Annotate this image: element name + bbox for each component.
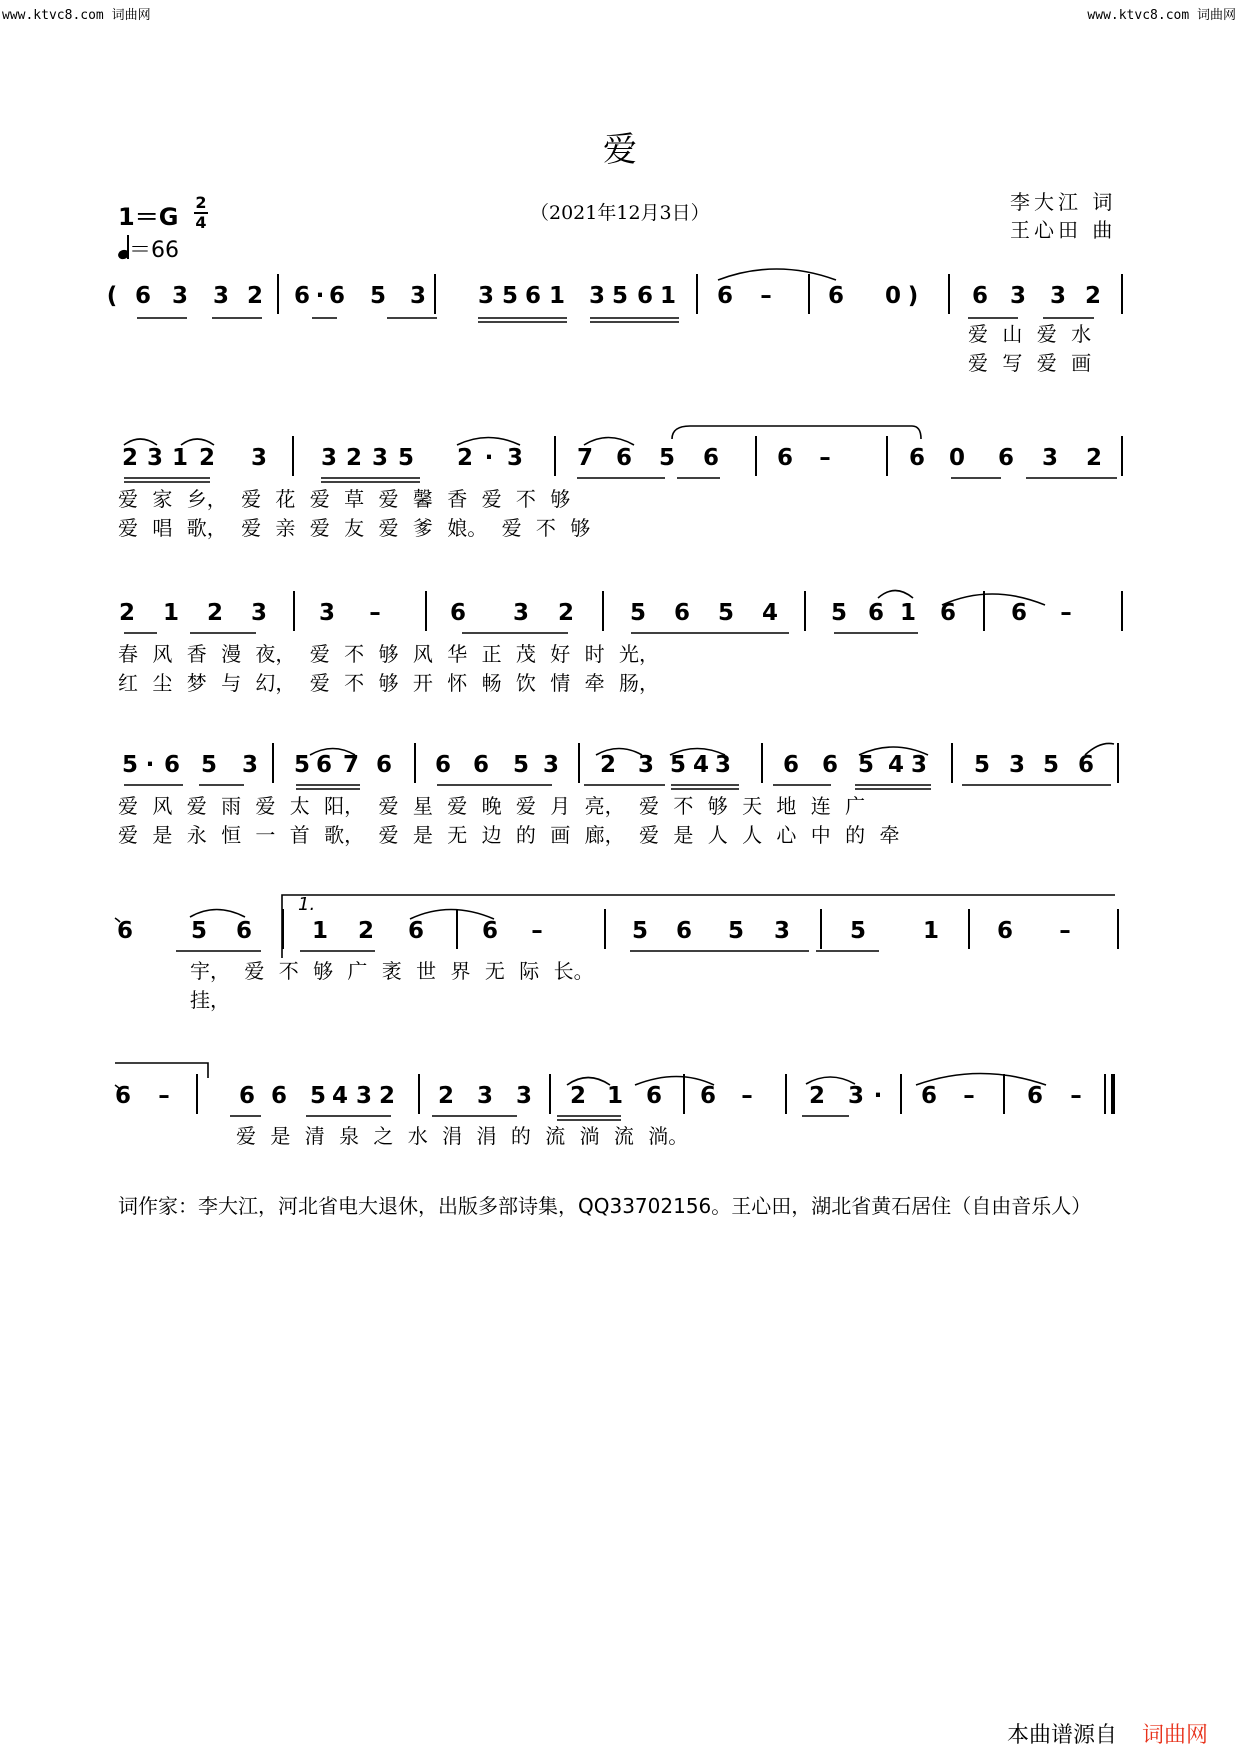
note: 5 <box>658 445 675 471</box>
lyrics-line: 挂， <box>190 988 230 1012</box>
note: 2 <box>118 600 135 626</box>
note: 1 <box>922 918 939 944</box>
barline <box>900 1074 902 1114</box>
barline <box>293 591 295 631</box>
barline <box>968 909 970 949</box>
lyrics-line: 爱 写 爱 画 <box>968 351 1092 375</box>
note: 3 <box>320 445 337 471</box>
dash-sustain: – <box>1059 918 1071 944</box>
note: 3 <box>1008 752 1025 778</box>
note: 6 <box>636 283 653 309</box>
lyrics-line: 爱 是 永 恒 一 首 歌， 爱 是 无 边 的 画 廊， 爱 是 人 人 心 中 的 牵 <box>118 823 900 847</box>
note: 1 <box>548 283 565 309</box>
note: 0 <box>948 445 965 471</box>
note: 1 <box>171 445 188 471</box>
note: 3 <box>1049 283 1066 309</box>
note: 3 <box>318 600 335 626</box>
barline <box>1117 743 1119 783</box>
note: 6 <box>1077 752 1094 778</box>
note: 5 <box>631 918 648 944</box>
dot-extension: · <box>873 1083 883 1109</box>
barline <box>292 436 294 476</box>
note: 4 <box>692 752 709 778</box>
note: 5 <box>369 283 386 309</box>
lyrics-line: 爱 风 爱 雨 爱 太 阳， 爱 星 爱 晚 爱 月 亮， 爱 不 够 天 地 连 广 <box>118 794 866 818</box>
dot-extension: · <box>315 283 325 309</box>
note: 6 <box>908 445 925 471</box>
note: 5 <box>727 918 744 944</box>
barline <box>554 436 556 476</box>
note: 2 <box>456 445 473 471</box>
barline <box>277 274 279 314</box>
barline <box>683 1074 685 1114</box>
barline <box>804 591 806 631</box>
lyricist-credit: 李大江 词 <box>1010 190 1117 214</box>
note: 5 <box>397 445 414 471</box>
header-left: www.ktvc8.com 词曲网 <box>2 8 151 23</box>
note: 6 <box>235 918 252 944</box>
dash-sustain: – <box>741 1083 753 1109</box>
note: 2 <box>1084 283 1101 309</box>
note: 5 <box>200 752 217 778</box>
barline <box>196 1074 198 1114</box>
barline <box>434 274 436 314</box>
barline <box>948 274 950 314</box>
note: 5 <box>309 1083 326 1109</box>
note: 3 <box>146 445 163 471</box>
barline <box>808 274 810 314</box>
note: 2 <box>808 1083 825 1109</box>
barline <box>755 436 757 476</box>
note: 6 <box>716 283 733 309</box>
note: 3 <box>476 1083 493 1109</box>
barline <box>886 436 888 476</box>
note: 3 <box>542 752 559 778</box>
note: 2 <box>569 1083 586 1109</box>
note: 5 <box>512 752 529 778</box>
note: 3 <box>250 600 267 626</box>
note: 3 <box>212 283 229 309</box>
dash-sustain: – <box>158 1083 170 1109</box>
note: 6 <box>315 752 332 778</box>
lyrics-line: 红 尘 梦 与 幻， 爱 不 够 开 怀 畅 饮 情 牵 肠， <box>118 671 660 695</box>
note: 6 <box>699 1083 716 1109</box>
barline <box>549 1074 551 1114</box>
note: 2 <box>246 283 263 309</box>
note: 6 <box>238 1083 255 1109</box>
dash-sustain: – <box>1070 1083 1082 1109</box>
note: 6 <box>776 445 793 471</box>
note: 3 <box>588 283 605 309</box>
note: 2 <box>357 918 374 944</box>
note: 5 <box>190 918 207 944</box>
note: 4 <box>331 1083 348 1109</box>
composition-date: （2021年12月3日） <box>530 202 710 224</box>
note: 3 <box>171 283 188 309</box>
note: 4 <box>887 752 904 778</box>
note: 3 <box>714 752 731 778</box>
note: 0 <box>884 283 901 309</box>
note: 3 <box>250 445 267 471</box>
barline <box>1121 436 1123 476</box>
note: 7 <box>342 752 359 778</box>
dash-sustain: – <box>1060 600 1072 626</box>
note: 2 <box>599 752 616 778</box>
note: 3 <box>1041 445 1058 471</box>
note: 3 <box>371 445 388 471</box>
barline <box>785 1074 787 1114</box>
dash-sustain: – <box>819 445 831 471</box>
note: 3 <box>409 283 426 309</box>
note: 6 <box>920 1083 937 1109</box>
note: 2 <box>437 1083 454 1109</box>
barline <box>456 909 458 949</box>
barline <box>951 743 953 783</box>
note: 6 <box>116 918 133 944</box>
parenthesis: ) <box>907 283 919 309</box>
page-title: 爱 <box>603 130 637 170</box>
note: 6 <box>615 445 632 471</box>
lyrics-line: 爱 唱 歌， 爱 亲 爱 友 爱 爹 娘。 爱 不 够 <box>118 516 591 540</box>
barline <box>272 743 274 783</box>
barline <box>418 1074 420 1114</box>
note: 1 <box>162 600 179 626</box>
note: 6 <box>673 600 690 626</box>
note: 6 <box>1026 1083 1043 1109</box>
dash-sustain: – <box>760 283 772 309</box>
note: 6 <box>971 283 988 309</box>
note: 5 <box>830 600 847 626</box>
note: 6 <box>407 918 424 944</box>
time-signature-bottom: 4 <box>195 213 207 232</box>
note: 6 <box>270 1083 287 1109</box>
note: 3 <box>1009 283 1026 309</box>
lyrics-line: 爱 是 清 泉 之 水 涓 涓 的 流 淌 流 淌。 <box>236 1124 689 1148</box>
dash-sustain: – <box>369 600 381 626</box>
volta-label: 1. <box>298 894 316 915</box>
header-right: www.ktvc8.com 词曲网 <box>1087 8 1236 23</box>
note: 6 <box>434 752 451 778</box>
note: 2 <box>121 445 138 471</box>
note: 2 <box>557 600 574 626</box>
dash-sustain: – <box>531 918 543 944</box>
note: 5 <box>629 600 646 626</box>
note: 5 <box>293 752 310 778</box>
note: 6 <box>163 752 180 778</box>
source-site-link[interactable]: 词曲网 <box>1142 1723 1209 1748</box>
note: 6 <box>645 1083 662 1109</box>
note: 6 <box>114 1083 131 1109</box>
barline <box>1003 1074 1005 1114</box>
tempo-value: ＝66 <box>129 238 179 263</box>
time-signature-top: 2 <box>195 193 207 212</box>
note: 5 <box>669 752 686 778</box>
note: 3 <box>847 1083 864 1109</box>
note: 3 <box>241 752 258 778</box>
lyrics-line: 宇， 爱 不 够 广 袤 世 界 无 际 长。 <box>190 959 594 983</box>
note: 5 <box>857 752 874 778</box>
note: 6 <box>472 752 489 778</box>
barline <box>1111 1074 1115 1114</box>
note: 6 <box>675 918 692 944</box>
key-signature: 1＝G <box>118 203 179 231</box>
note: 3 <box>910 752 927 778</box>
barline <box>761 743 763 783</box>
note: 7 <box>576 445 593 471</box>
note: 6 <box>449 600 466 626</box>
lyrics-line: 爱 山 爱 水 <box>968 322 1092 346</box>
note: 6 <box>375 752 392 778</box>
note: 6 <box>996 918 1013 944</box>
lyrics-line: 爱 家 乡， 爱 花 爱 草 爱 馨 香 爱 不 够 <box>118 487 571 511</box>
barline <box>425 591 427 631</box>
barline <box>604 909 606 949</box>
barline <box>1121 274 1123 314</box>
note: 1 <box>311 918 328 944</box>
note: 6 <box>867 600 884 626</box>
note: 3 <box>773 918 790 944</box>
note: 5 <box>611 283 628 309</box>
parenthesis: ( <box>106 283 118 309</box>
note: 5 <box>121 752 138 778</box>
barline <box>1121 591 1123 631</box>
note: 6 <box>939 600 956 626</box>
note: 6 <box>997 445 1014 471</box>
note: 6 <box>134 283 151 309</box>
barline <box>1117 909 1119 949</box>
dash-sustain: – <box>963 1083 975 1109</box>
note: 2 <box>206 600 223 626</box>
note: 6 <box>702 445 719 471</box>
footer-note: 词作家：李大江，河北省电大退休，出版多部诗集，QQ33702156。王心田，湖北省黄石居住（自由音乐人） <box>118 1194 1092 1218</box>
dot-extension: · <box>145 752 155 778</box>
note: 6 <box>328 283 345 309</box>
note: 1 <box>659 283 676 309</box>
barline <box>414 743 416 783</box>
barline <box>282 909 284 949</box>
note: 2 <box>1085 445 1102 471</box>
note: 6 <box>1010 600 1027 626</box>
note: 3 <box>477 283 494 309</box>
note: 4 <box>761 600 778 626</box>
note: 5 <box>717 600 734 626</box>
tempo-marking <box>118 233 179 264</box>
note: 6 <box>821 752 838 778</box>
note: 3 <box>506 445 523 471</box>
note: 5 <box>849 918 866 944</box>
note: 3 <box>355 1083 372 1109</box>
note: 6 <box>782 752 799 778</box>
time-signature <box>194 195 208 231</box>
note: 3 <box>512 600 529 626</box>
lyrics-line: 春 风 香 漫 夜， 爱 不 够 风 华 正 茂 好 时 光， <box>118 642 660 666</box>
barline <box>578 743 580 783</box>
note: 6 <box>293 283 310 309</box>
note: 2 <box>378 1083 395 1109</box>
note: 1 <box>899 600 916 626</box>
barline <box>602 591 604 631</box>
barline <box>820 909 822 949</box>
barline <box>1104 1074 1106 1114</box>
note: 1 <box>606 1083 623 1109</box>
note: 5 <box>973 752 990 778</box>
note: 6 <box>827 283 844 309</box>
note: 2 <box>345 445 362 471</box>
note: 6 <box>524 283 541 309</box>
note: 3 <box>637 752 654 778</box>
barline <box>983 591 985 631</box>
note: 5 <box>1042 752 1059 778</box>
note: 6 <box>481 918 498 944</box>
note: 5 <box>501 283 518 309</box>
note: 3 <box>515 1083 532 1109</box>
dot-extension: · <box>484 445 494 471</box>
composer-credit: 王心田 曲 <box>1010 218 1117 242</box>
source-label: 本曲谱源自 <box>1007 1723 1118 1748</box>
barline <box>696 274 698 314</box>
note: 2 <box>198 445 215 471</box>
